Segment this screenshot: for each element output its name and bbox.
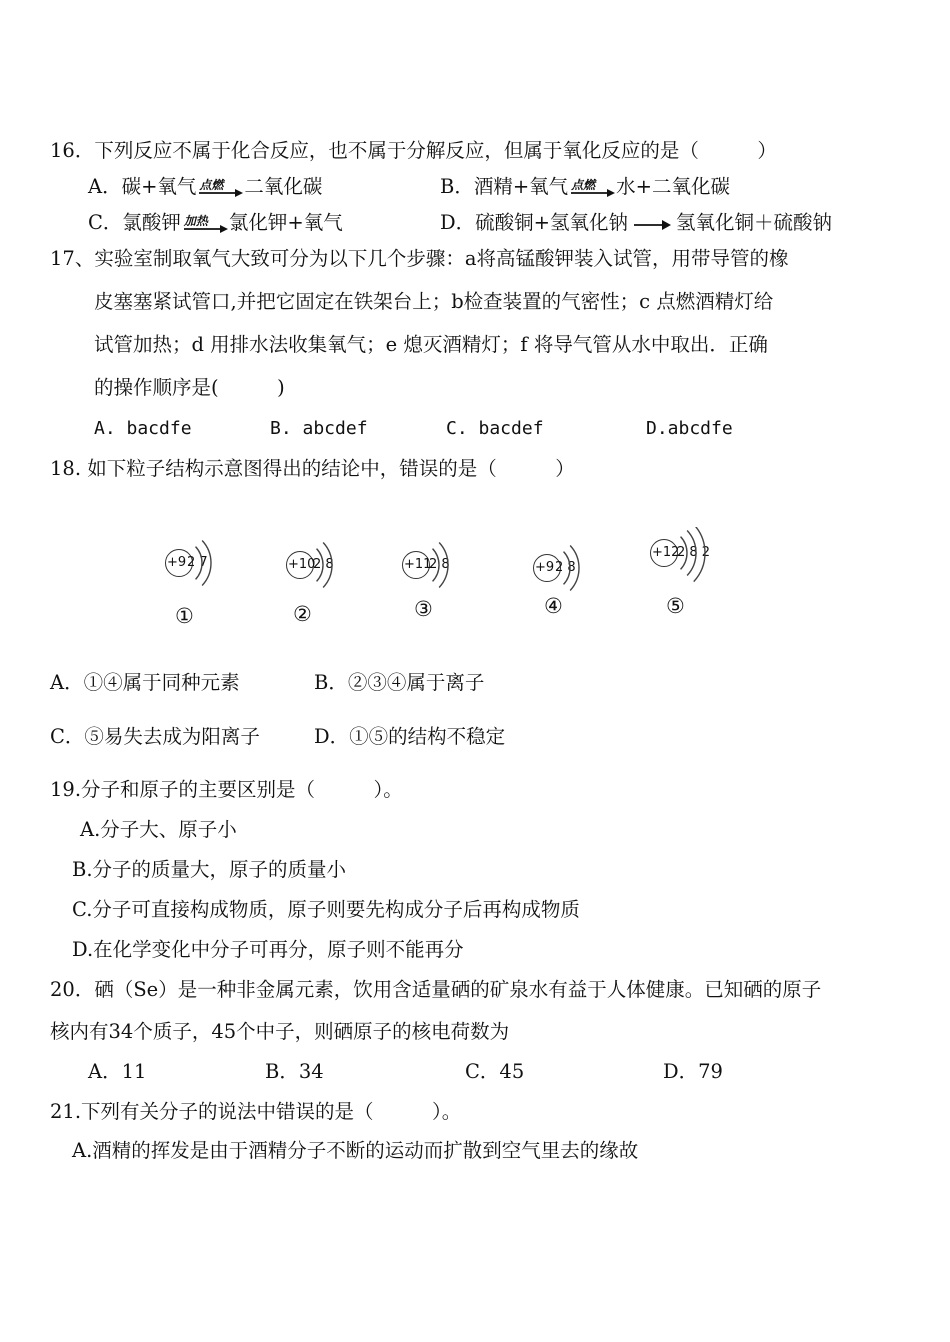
- q20-line-2: 核内有34个质子，45个中子，则硒原子的核电荷数为: [50, 1020, 510, 1043]
- electron-shell-arc: [323, 543, 332, 588]
- electron-shell-arc: [202, 541, 211, 586]
- q16-b-left: B．酒精+氧气: [440, 175, 569, 198]
- q17-line-2: 皮塞塞紧试管口,并把它固定在铁架台上；b检查装置的气密性；c 点燃酒精灯给: [94, 290, 774, 313]
- q16-option-b: [440, 174, 730, 200]
- particle-electron-shells: 2 8 2: [677, 545, 711, 560]
- q19-option-a: A.分子大、原子小: [80, 818, 237, 841]
- q17-option-b: B. abcdef: [270, 418, 368, 439]
- q16-d-right: 氢氧化铜＋硫酸钠: [675, 211, 832, 234]
- q17-line-3: 试管加热；d 用排水法收集氧气；e 熄灭酒精灯；f 将导气管从水中取出．正确: [94, 333, 768, 356]
- reaction-arrow-icon: [569, 178, 615, 198]
- q17-option-d: D.abcdfe: [646, 418, 733, 439]
- particle-nucleus-charge: +12: [652, 545, 680, 560]
- q16-a-left: A．碳+氧气: [88, 175, 197, 198]
- particle-nucleus-charge: +9: [167, 555, 187, 570]
- reaction-condition: 点燃: [199, 177, 224, 192]
- reaction-arrow-icon: [628, 211, 676, 237]
- electron-shell-arc: [439, 543, 448, 588]
- q16-option-c: [88, 210, 343, 236]
- electron-shell-arcs-icon: [165, 537, 255, 597]
- q18-option-d: D．①⑤的结构不稳定: [314, 725, 506, 748]
- q20-option-a: A．11: [88, 1060, 147, 1083]
- reaction-condition: 点燃: [571, 177, 596, 192]
- particle-nucleus-charge: +10: [288, 557, 316, 572]
- electron-shell-arc: [681, 537, 687, 570]
- particle-label: ②: [293, 602, 312, 626]
- q18-option-a: A．①④属于同种元素: [50, 671, 240, 694]
- electron-shell-arcs-icon: [402, 539, 492, 599]
- q16-c-right: 氯化钾+氧气: [228, 211, 343, 234]
- q17-line-4: 的操作顺序是( ): [94, 376, 285, 399]
- q16-stem: 16．下列反应不属于化合反应，也不属于分解反应，但属于氧化反应的是（ ）: [50, 139, 777, 162]
- particle-diagram: [165, 545, 255, 605]
- particle-electron-shells: 2 7: [187, 555, 208, 570]
- electron-shell-arc: [433, 549, 439, 582]
- q17-option-c: C. bacdef: [446, 418, 544, 439]
- q21-option-a: A.酒精的挥发是由于酒精分子不断的运动而扩散到空气里去的缘故: [72, 1139, 639, 1162]
- electron-shell-arc: [564, 552, 570, 585]
- q18-option-c: C．⑤易失去成为阳离子: [50, 725, 260, 748]
- q17-option-a: A. bacdfe: [94, 418, 192, 439]
- particle-label: ⑤: [666, 594, 685, 618]
- particle-nucleus-charge: +9: [535, 560, 555, 575]
- q20-line-1: 20．硒（Se）是一种非金属元素，饮用含适量硒的矿泉水有益于人体健康。已知硒的原子: [50, 978, 822, 1001]
- particle-label: ③: [414, 597, 433, 621]
- particle-diagram: [286, 547, 376, 607]
- q19-option-c: C.分子可直接构成物质，原子则要先构成分子后再构成物质: [72, 898, 580, 921]
- q16-d-left: D．硫酸铜+氢氧化钠: [440, 211, 628, 234]
- q16-c-left: C．氯酸钾: [88, 211, 181, 234]
- q20-option-c: C．45: [465, 1060, 525, 1083]
- q20-option-b: B．34: [265, 1060, 324, 1083]
- q18-option-b: B．②③④属于离子: [314, 671, 485, 694]
- particle-diagram: [650, 535, 740, 595]
- q16-option-a: [88, 174, 322, 200]
- electron-shell-arcs-icon: [650, 527, 740, 587]
- q19-option-d: D.在化学变化中分子可再分，原子则不能再分: [72, 938, 464, 961]
- electron-shell-arc: [196, 547, 202, 580]
- reaction-arrow-icon: [197, 178, 243, 198]
- particle-electron-shells: 2 8: [555, 560, 576, 575]
- particle-label: ①: [175, 604, 194, 628]
- reaction-condition: 加热: [183, 213, 208, 228]
- electron-shell-arc: [570, 546, 579, 591]
- q16-a-right: 二氧化碳: [244, 175, 323, 198]
- q21-stem: 21.下列有关分子的说法中错误的是（ ）。: [50, 1100, 462, 1123]
- particle-label: ④: [544, 594, 563, 618]
- q17-line-1: 17、实验室制取氧气大致可分为以下几个步骤：a将高锰酸钾装入试管，用带导管的橡: [50, 247, 789, 270]
- q16-option-d: [440, 210, 832, 237]
- particle-electron-shells: 2 8: [313, 557, 334, 572]
- q18-stem: 18. 如下粒子结构示意图得出的结论中，错误的是（ ）: [50, 457, 575, 480]
- particle-electron-shells: 2 8: [429, 557, 450, 572]
- q19-option-b: B.分子的质量大，原子的质量小: [72, 858, 347, 881]
- q19-stem: 19.分子和原子的主要区别是（ ）。: [50, 778, 403, 801]
- electron-shell-arcs-icon: [286, 539, 376, 599]
- electron-shell-arc: [317, 549, 323, 582]
- particle-nucleus-charge: +11: [404, 557, 432, 572]
- q16-b-right: 水+二氧化碳: [616, 175, 731, 198]
- reaction-arrow-icon: [182, 214, 228, 234]
- q20-option-d: D．79: [663, 1060, 723, 1083]
- electron-shell-arc: [687, 531, 696, 576]
